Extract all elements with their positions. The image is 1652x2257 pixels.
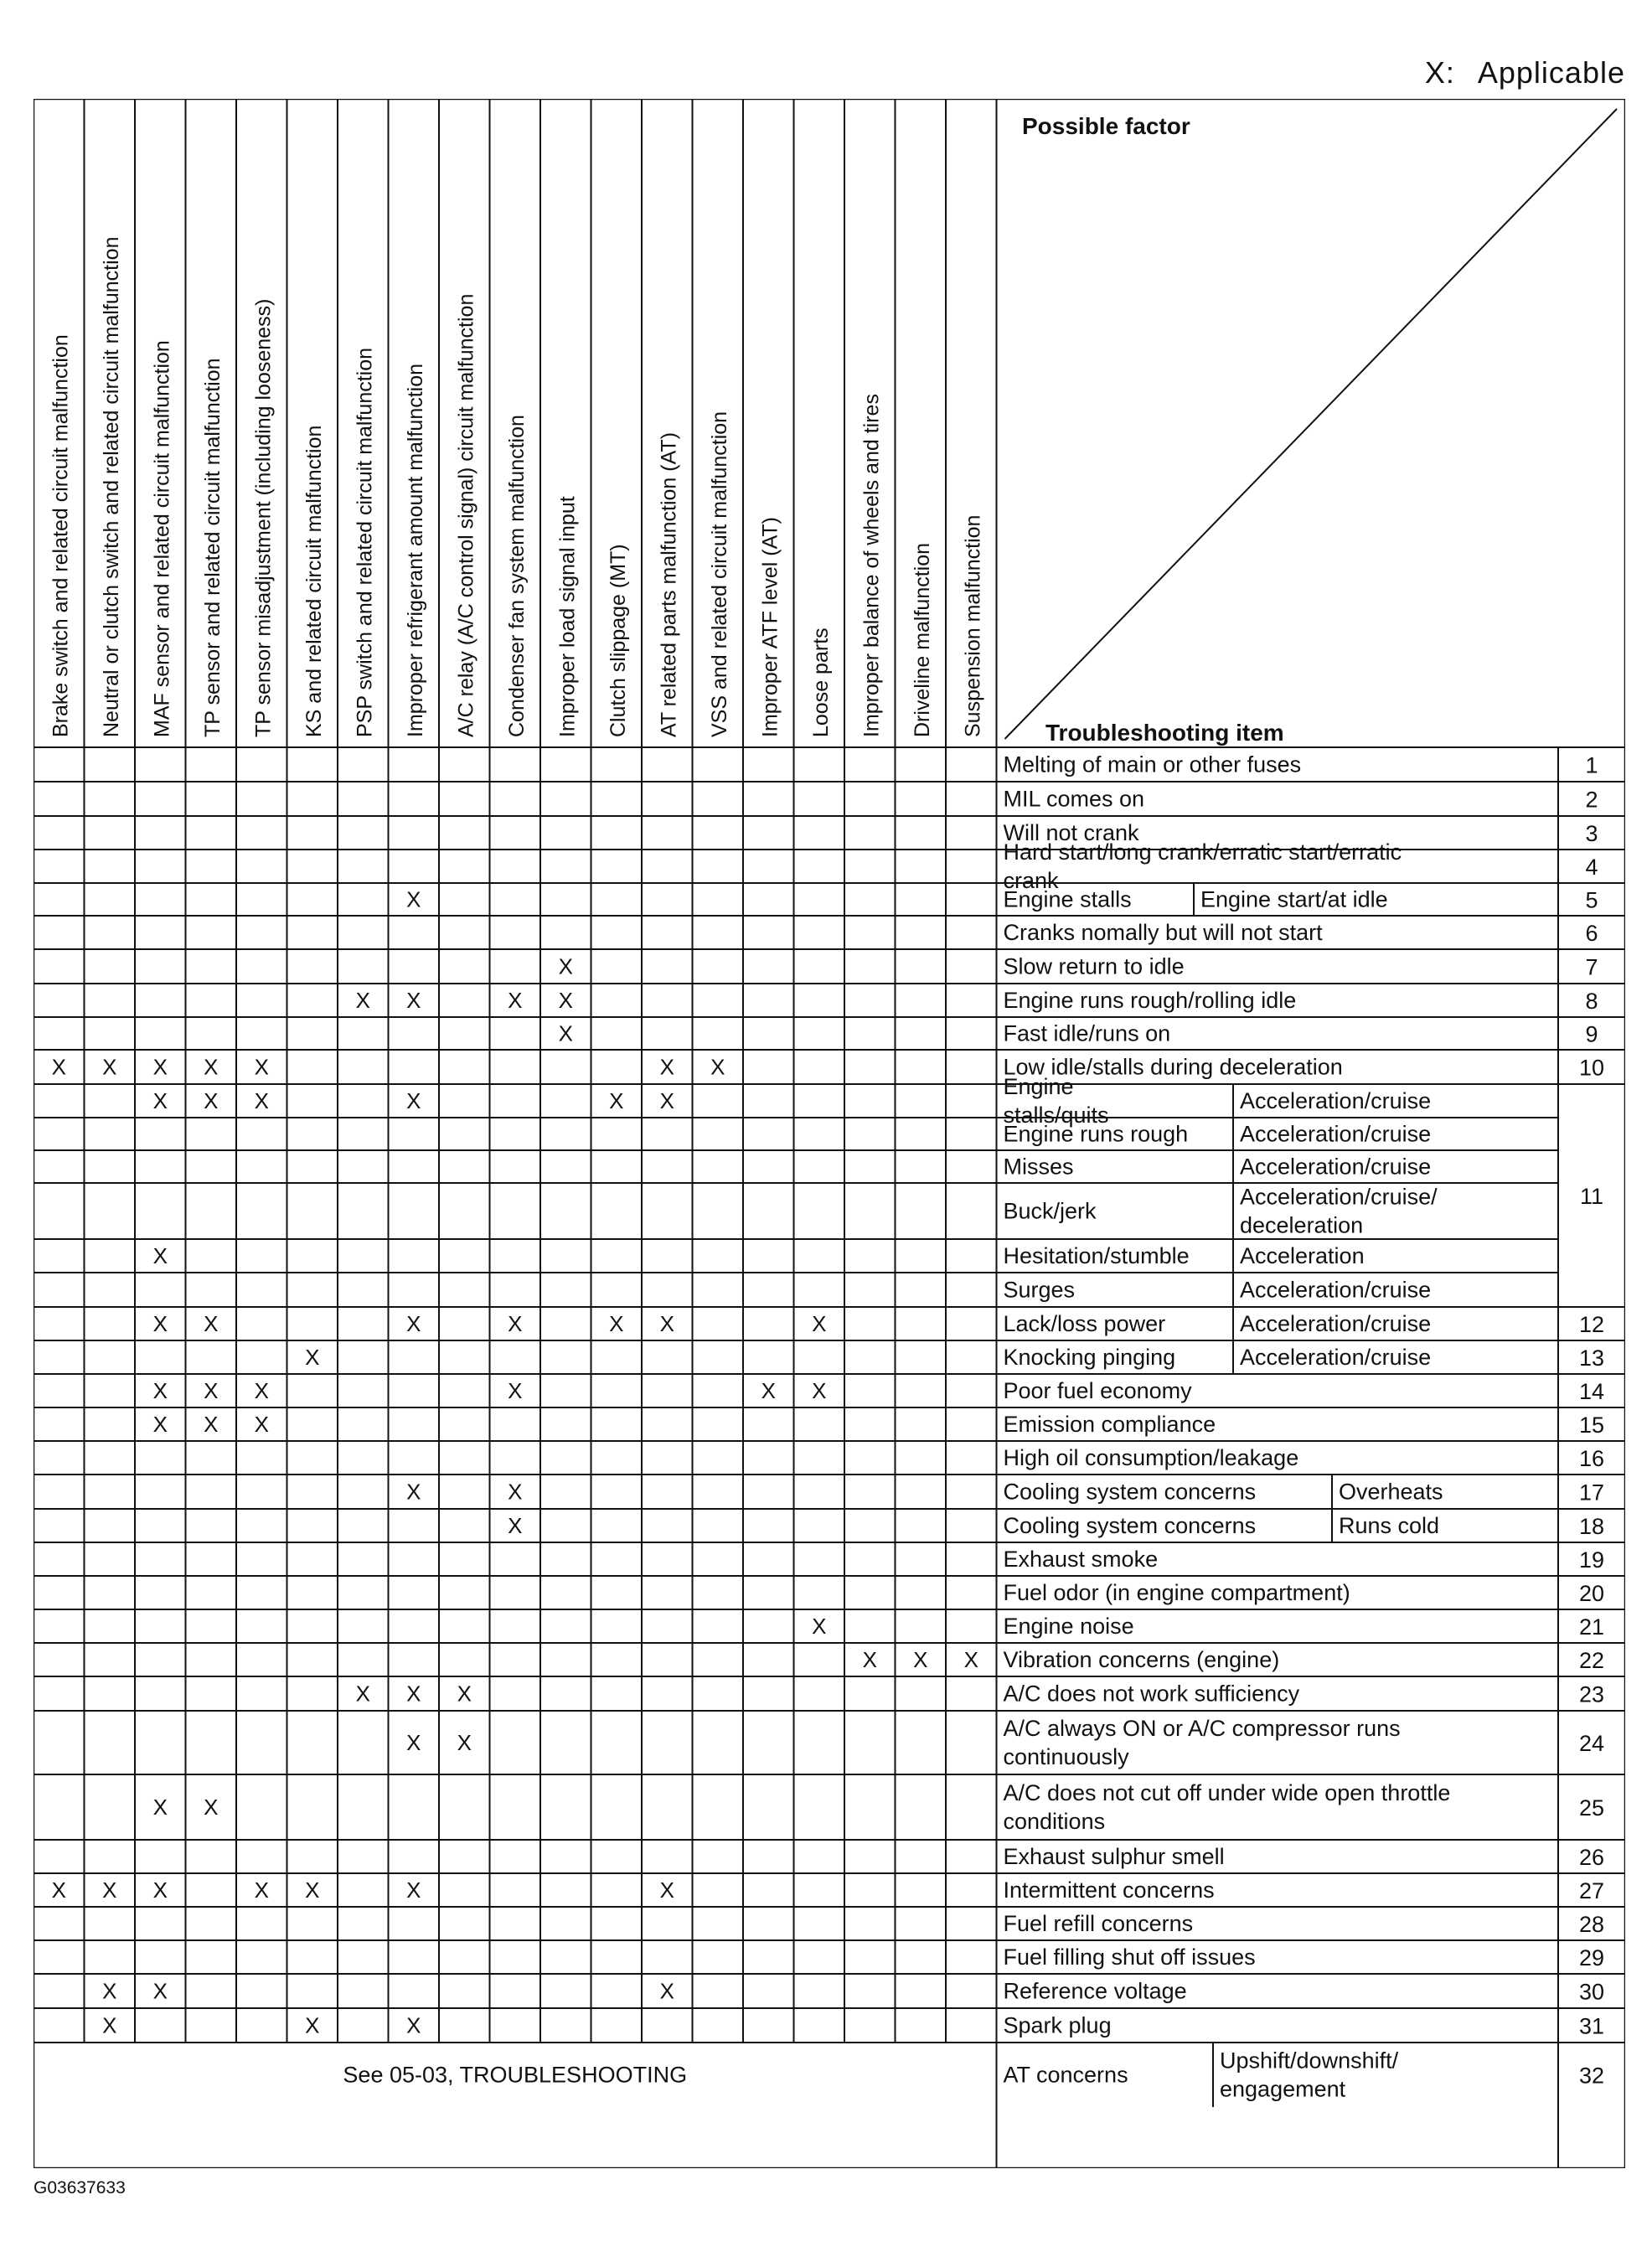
applicable-mark: X <box>152 1412 168 1437</box>
applicable-mark: X <box>406 1088 421 1113</box>
applicable-mark: X <box>609 1311 624 1336</box>
applicable-mark: X <box>152 1978 168 2004</box>
applicable-mark: X <box>609 1088 624 1113</box>
item-number: 21 <box>1578 1614 1605 1640</box>
applicable-mark: X <box>204 1412 219 1437</box>
troubleshooting-item-text: Exhaust smoke <box>1003 1547 1159 1572</box>
factor-header: Improper load signal input <box>555 496 580 737</box>
applicable-mark: X <box>558 988 573 1013</box>
condition-text: Overheats <box>1339 1479 1443 1505</box>
item-number: 2 <box>1585 787 1598 813</box>
condition-text: Acceleration/cruise <box>1240 1311 1432 1336</box>
applicable-mark: X <box>152 1378 168 1403</box>
troubleshooting-item-text: Will not crank <box>1003 820 1139 845</box>
item-number: 25 <box>1578 1795 1605 1821</box>
item-number: 27 <box>1578 1878 1605 1903</box>
applicable-mark: X <box>406 1311 421 1336</box>
figure-id: G03637633 <box>34 2178 126 2198</box>
applicable-mark: X <box>508 988 523 1013</box>
table-row <box>1004 1273 1432 1307</box>
troubleshooting-item-text: Hesitation/stumble <box>1003 1243 1190 1268</box>
table-body <box>35 752 1604 2108</box>
factor-header: MAF sensor and related circuit malfunction <box>150 340 174 737</box>
factor-header: Clutch slippage (MT) <box>606 544 630 737</box>
item-number: 14 <box>1578 1379 1605 1404</box>
applicable-mark: X <box>102 1877 117 1903</box>
troubleshooting-item-text: Emission compliance <box>1003 1412 1216 1437</box>
item-number: 9 <box>1585 1021 1598 1047</box>
applicable-mark: X <box>406 988 421 1013</box>
table-row <box>1004 1118 1432 1150</box>
applicable-mark: X <box>812 1614 827 1639</box>
factor-header: VSS and related circuit malfunction <box>707 411 731 737</box>
table-row <box>1004 1183 1438 1239</box>
applicable-mark: X <box>862 1647 877 1672</box>
troubleshooting-item-text: Melting of main or other fuses <box>1003 751 1302 777</box>
troubleshooting-item-text: Slow return to idle <box>1003 953 1185 979</box>
condition-text: Engine start/at idle <box>1200 886 1388 912</box>
condition-text: Acceleration/cruise <box>1240 1154 1432 1180</box>
item-number: 26 <box>1578 1845 1605 1870</box>
applicable-mark: X <box>152 1795 168 1820</box>
applicable-mark: X <box>305 1345 320 1370</box>
troubleshooting-item-text: AT concerns <box>1003 2062 1128 2088</box>
condition-text: Runs cold <box>1339 1513 1440 1538</box>
applicable-mark: X <box>254 1378 269 1403</box>
table-row <box>812 1614 1604 1640</box>
troubleshooting-item-text: Hard start/long crank/erratic start/erratic <box>1003 839 1402 865</box>
header-diagonal <box>1005 109 1618 739</box>
applicable-mark: X <box>204 1311 219 1336</box>
troubleshooting-item-text: Fast idle/runs on <box>1003 1020 1171 1046</box>
troubleshooting-item-text: A/C does not cut off under wide open throttle <box>1003 1780 1451 1805</box>
troubleshooting-item-text: Engine stalls <box>1003 886 1132 912</box>
condition-text: Acceleration/cruise <box>1240 1345 1432 1370</box>
troubleshooting-item-text: A/C always ON or A/C compressor runs <box>1003 1716 1401 1741</box>
item-number: 31 <box>1578 2013 1605 2039</box>
applicable-mark: X <box>305 1877 320 1903</box>
item-number: 28 <box>1578 1912 1605 1937</box>
troubleshooting-item-text: Cranks nomally but will not start <box>1003 920 1323 945</box>
table-row <box>1004 1844 1605 1870</box>
applicable-mark: X <box>406 886 421 912</box>
table-row <box>35 2043 1604 2107</box>
factor-header: PSP switch and related circuit malfunction <box>353 347 377 737</box>
see-reference-note: See 05-03, TROUBLESHOOTING <box>343 2062 688 2088</box>
applicable-mark: X <box>913 1647 928 1672</box>
applicable-mark: X <box>152 1877 168 1903</box>
table-row <box>559 954 1598 980</box>
applicable-mark: X <box>508 1311 523 1336</box>
table-row <box>102 1979 1604 2005</box>
condition-text: Acceleration/cruise <box>1240 1088 1432 1113</box>
item-number: 19 <box>1578 1547 1605 1573</box>
factor-header: Condenser fan system malfunction <box>504 415 529 737</box>
troubleshooting-item-text: MIL comes on <box>1003 786 1145 812</box>
item-number: 15 <box>1578 1413 1605 1438</box>
applicable-mark: X <box>812 1378 827 1403</box>
item-number: 22 <box>1578 1648 1605 1673</box>
table-row <box>1004 1911 1605 1937</box>
item-number: 5 <box>1585 887 1598 913</box>
applicable-mark: X <box>659 1088 674 1113</box>
factor-header: Improper ATF level (AT) <box>758 516 782 737</box>
applicable-mark: X <box>152 1088 168 1113</box>
applicable-mark: X <box>355 1681 370 1707</box>
item-number: 8 <box>1585 989 1598 1014</box>
applicable-mark: X <box>508 1479 523 1505</box>
applicable-mark: X <box>508 1378 523 1403</box>
item-number: 10 <box>1578 1055 1605 1081</box>
table-row <box>153 1780 1604 1834</box>
troubleshooting-item-text: Vibration concerns (engine) <box>1003 1647 1280 1672</box>
troubleshooting-item-text: Fuel odor (in engine compartment) <box>1003 1580 1350 1605</box>
troubleshooting-item-text: crank <box>1003 868 1059 893</box>
applicable-mark: X <box>204 1088 219 1113</box>
applicable-mark: X <box>254 1088 269 1113</box>
factor-header: Loose parts <box>808 628 833 737</box>
applicable-mark: X <box>355 988 370 1013</box>
table-row <box>406 1716 1604 1769</box>
condition-text: deceleration <box>1240 1212 1364 1238</box>
table-row <box>153 1378 1604 1404</box>
condition-text: Acceleration/cruise <box>1240 1277 1432 1303</box>
table-row <box>1004 1445 1605 1471</box>
factor-header: Improper balance of wheels and tires <box>860 394 884 737</box>
applicable-mark: X <box>254 1412 269 1437</box>
applicable-mark: X <box>558 1020 573 1046</box>
troubleshooting-item-text: Cooling system concerns <box>1003 1513 1257 1538</box>
item-number: 23 <box>1578 1681 1605 1707</box>
table-row <box>1004 839 1598 893</box>
item-number: 4 <box>1585 855 1598 880</box>
troubleshooting-item-text: Lack/loss power <box>1003 1311 1166 1336</box>
applicable-mark: X <box>659 1978 674 2004</box>
applicable-mark: X <box>406 1877 421 1903</box>
applicable-mark: X <box>51 1877 66 1903</box>
item-number: 6 <box>1585 921 1598 946</box>
legend-applicable: X: Applicable <box>1424 55 1625 90</box>
table-row <box>153 1412 1604 1438</box>
troubleshooting-item-text: Exhaust sulphur smell <box>1003 1844 1225 1869</box>
troubleshooting-item-text: Misses <box>1003 1154 1074 1180</box>
applicable-mark: X <box>659 1877 674 1903</box>
item-number: 11 <box>1579 1184 1604 1209</box>
item-number: 30 <box>1578 1979 1605 2005</box>
factor-header: A/C relay (A/C control signal) circuit malfunction <box>454 293 478 737</box>
item-number: 29 <box>1578 1945 1605 1970</box>
table-row <box>153 1307 1604 1340</box>
possible-factor-label: Possible factor <box>1022 113 1190 139</box>
factor-header: Suspension malfunction <box>961 514 985 737</box>
troubleshooting-item-text: Cooling system concerns <box>1003 1479 1257 1505</box>
table-row <box>406 1475 1604 1509</box>
factor-header: Neutral or clutch switch and related circuit malfunction <box>99 236 123 737</box>
troubleshooting-item-text: Poor fuel economy <box>1003 1378 1192 1403</box>
item-number: 13 <box>1578 1345 1605 1371</box>
table-row <box>102 2013 1604 2039</box>
factor-header: Driveline malfunction <box>910 542 934 737</box>
applicable-mark: X <box>102 2012 117 2038</box>
troubleshooting-item-text: A/C does not work sufficiency <box>1003 1681 1300 1707</box>
applicable-mark: X <box>457 1681 472 1707</box>
troubleshooting-item-text: Low idle/stalls during deceleration <box>1003 1054 1343 1080</box>
troubleshooting-item-text: Engine runs rough/rolling idle <box>1003 988 1297 1013</box>
factor-header: KS and related circuit malfunction <box>302 425 326 737</box>
applicable-mark: X <box>406 1730 421 1755</box>
table-row <box>1004 1150 1432 1183</box>
factor-header: Improper refrigerant amount malfunction <box>403 363 427 737</box>
table-row <box>1004 1580 1605 1606</box>
applicable-mark: X <box>152 1311 168 1336</box>
applicable-mark: X <box>204 1378 219 1403</box>
table-row <box>559 1021 1598 1047</box>
troubleshooting-item-text: Surges <box>1003 1277 1076 1303</box>
table-row <box>1004 920 1598 946</box>
item-number: 12 <box>1578 1312 1605 1337</box>
applicable-mark: X <box>51 1054 66 1080</box>
applicable-mark: X <box>204 1795 219 1820</box>
table-row <box>52 1877 1604 1903</box>
table-row <box>863 1647 1604 1673</box>
applicable-mark: X <box>152 1243 168 1268</box>
item-number: 20 <box>1578 1581 1605 1606</box>
table-row <box>1004 752 1598 778</box>
item-number: 18 <box>1578 1514 1605 1539</box>
applicable-mark: X <box>254 1877 269 1903</box>
table-row <box>1004 1547 1605 1573</box>
applicable-mark: X <box>406 1681 421 1707</box>
table-row <box>406 883 1598 916</box>
troubleshooting-item-label: Troubleshooting item <box>1045 720 1284 746</box>
condition-text: engagement <box>1220 2076 1346 2102</box>
applicable-mark: X <box>102 1978 117 2004</box>
table-row <box>305 1340 1604 1374</box>
condition-text: Acceleration <box>1240 1243 1365 1268</box>
troubleshooting-item-text: Engine runs rough <box>1003 1121 1189 1147</box>
applicable-mark: X <box>305 2012 320 2038</box>
factor-header: TP sensor and related circuit malfunction <box>200 358 225 737</box>
troubleshooting-item-text: Fuel refill concerns <box>1003 1911 1194 1936</box>
factor-header: TP sensor misadjustment (including looseness) <box>251 298 276 737</box>
item-number: 16 <box>1578 1446 1605 1471</box>
troubleshooting-item-text: Fuel filling shut off issues <box>1003 1945 1256 1970</box>
applicable-mark: X <box>710 1054 725 1080</box>
table-row <box>1004 787 1598 813</box>
applicable-mark: X <box>457 1730 472 1755</box>
table-row <box>153 1239 1365 1273</box>
condition-text: Acceleration/cruise <box>1240 1121 1432 1147</box>
applicable-mark: X <box>659 1311 674 1336</box>
item-number: 24 <box>1578 1731 1605 1756</box>
condition-text: Acceleration/cruise/ <box>1240 1184 1438 1210</box>
item-number: 7 <box>1585 954 1598 980</box>
applicable-mark: X <box>204 1054 219 1080</box>
applicable-mark: X <box>152 1054 168 1080</box>
troubleshooting-item-text: Buck/jerk <box>1003 1198 1097 1224</box>
troubleshooting-item-text: Engine <box>1003 1074 1074 1099</box>
applicable-mark: X <box>761 1378 776 1403</box>
applicable-mark: X <box>659 1054 674 1080</box>
factor-header: Brake switch and related circuit malfunction <box>49 334 73 737</box>
table-row <box>52 1055 1604 1081</box>
troubleshooting-item-text: continuously <box>1003 1744 1129 1769</box>
troubleshooting-item-text: Engine noise <box>1003 1614 1134 1639</box>
table-row <box>356 988 1598 1014</box>
applicable-mark: X <box>963 1647 978 1672</box>
factor-header: AT related parts malfunction (AT) <box>657 431 681 737</box>
condition-text: Upshift/downshift/ <box>1220 2048 1399 2074</box>
item-number: 17 <box>1578 1480 1605 1506</box>
troubleshooting-item-text: Knocking pinging <box>1003 1345 1176 1370</box>
applicable-mark: X <box>558 953 573 979</box>
item-number: 1 <box>1585 752 1598 778</box>
table-row <box>508 1509 1604 1542</box>
applicable-mark: X <box>508 1513 523 1538</box>
troubleshooting-item-text: conditions <box>1003 1809 1106 1834</box>
troubleshooting-item-text: Reference voltage <box>1003 1978 1187 2004</box>
table-row <box>1004 1945 1605 1970</box>
troubleshooting-item-text: Intermittent concerns <box>1003 1877 1215 1903</box>
troubleshooting-item-text: stalls/quits <box>1003 1103 1109 1128</box>
applicable-mark: X <box>812 1311 827 1336</box>
applicable-mark: X <box>102 1054 117 1080</box>
table-row <box>356 1681 1604 1707</box>
applicable-mark: X <box>406 2012 421 2038</box>
troubleshooting-item-text: High oil consumption/leakage <box>1003 1445 1299 1470</box>
troubleshooting-matrix <box>34 99 1625 2168</box>
item-number: 32 <box>1578 2063 1605 2089</box>
item-number: 3 <box>1585 821 1598 846</box>
applicable-mark: X <box>406 1479 421 1505</box>
applicable-mark: X <box>254 1054 269 1080</box>
troubleshooting-item-text: Spark plug <box>1003 2012 1112 2038</box>
